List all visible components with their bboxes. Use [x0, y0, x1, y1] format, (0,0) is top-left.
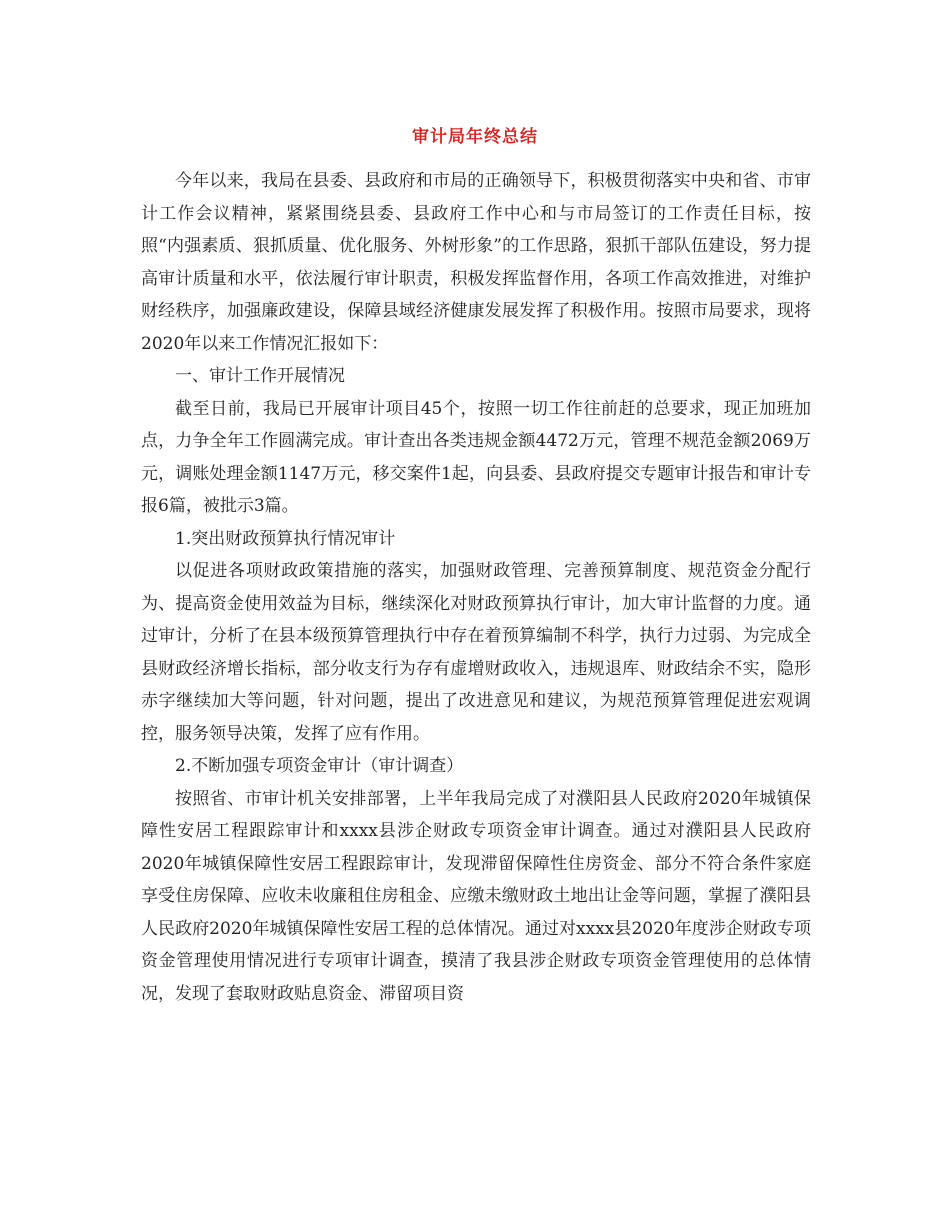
paragraph-budget-audit: 以促进各项财政政策措施的落实，加强财政管理、完善预算制度、规范资金分配行为、提高资金使用效益为目标，继续深化对财政预算执行审计，加大审计监督的力度。通过审计，分析了在县本级预算管理执行中存在着预算编制不科学，执行力过弱、为完成全县财政经济增长指标，部分收支行为存有虚增财政收入，违规退库、财政结余不实，隐形赤字继续加大等问题，针对问题，提出了改进意见和建议，为规范预算管理促进宏观调控，服务领导决策，发挥了应有作用。	[141, 561, 811, 744]
subheading-budget-audit: 1.突出财政预算执行情况审计	[175, 528, 396, 549]
document-body	[141, 165, 811, 1010]
paragraph-intro: 今年以来，我局在县委、县政府和市局的正确领导下，积极贯彻落实中央和省、市审计工作会议精神，紧紧围绕县委、县政府工作中心和与市局签订的工作责任目标，按照“内强素质、狠抓质量、优化服务、外树形象”的工作思路，狠抓干部队伍建设，努力提高审计质量和水平，依法履行审计职责，积极发挥监督作用，各项工作高效推进，对维护财经秩序，加强廉政建设，保障县域经济健康发展发挥了积极作用。按照市局要求，现将2020年以来工作情况汇报如下：	[141, 171, 811, 354]
document-title: 审计局年终总结	[412, 127, 538, 147]
paragraph-special-funds-audit: 按照省、市审计机关安排部署，上半年我局完成了对濮阳县人民政府2020年城镇保障性安居工程跟踪审计和xxxx县涉企财政专项资金审计调查。通过对濮阳县人民政府2020年城镇保障性安居工程跟踪审计，发现滞留保障性住房资金、部分不符合条件家庭享受住房保障、应收未收廉租住房租金、应缴未缴财政土地出让金等问题，掌握了濮阳县人民政府2020年城镇保障性安居工程的总体情况。通过对xxxx县2020年度涉企财政专项资金管理使用情况进行专项审计调查，摸清了我县涉企财政专项资金管理使用的总体情况，发现了套取财政贴息资金、滞留项目资	[141, 788, 811, 1004]
subheading-special-funds-audit: 2.不断加强专项资金审计（审计调查）	[175, 756, 464, 776]
section-heading-audit-work: 一、审计工作开展情况	[175, 366, 345, 386]
paragraph-audit-summary: 截至日前，我局已开展审计项目45个，按照一切工作往前赶的总要求，现正加班加点，力争全年工作圆满完成。审计查出各类违规金额4472万元，管理不规范金额2069万元，调账处理金额1147万元，移交案件1起，向县委、县政府提交专题审计报告和审计专报6篇，被批示3篇。	[141, 398, 811, 516]
